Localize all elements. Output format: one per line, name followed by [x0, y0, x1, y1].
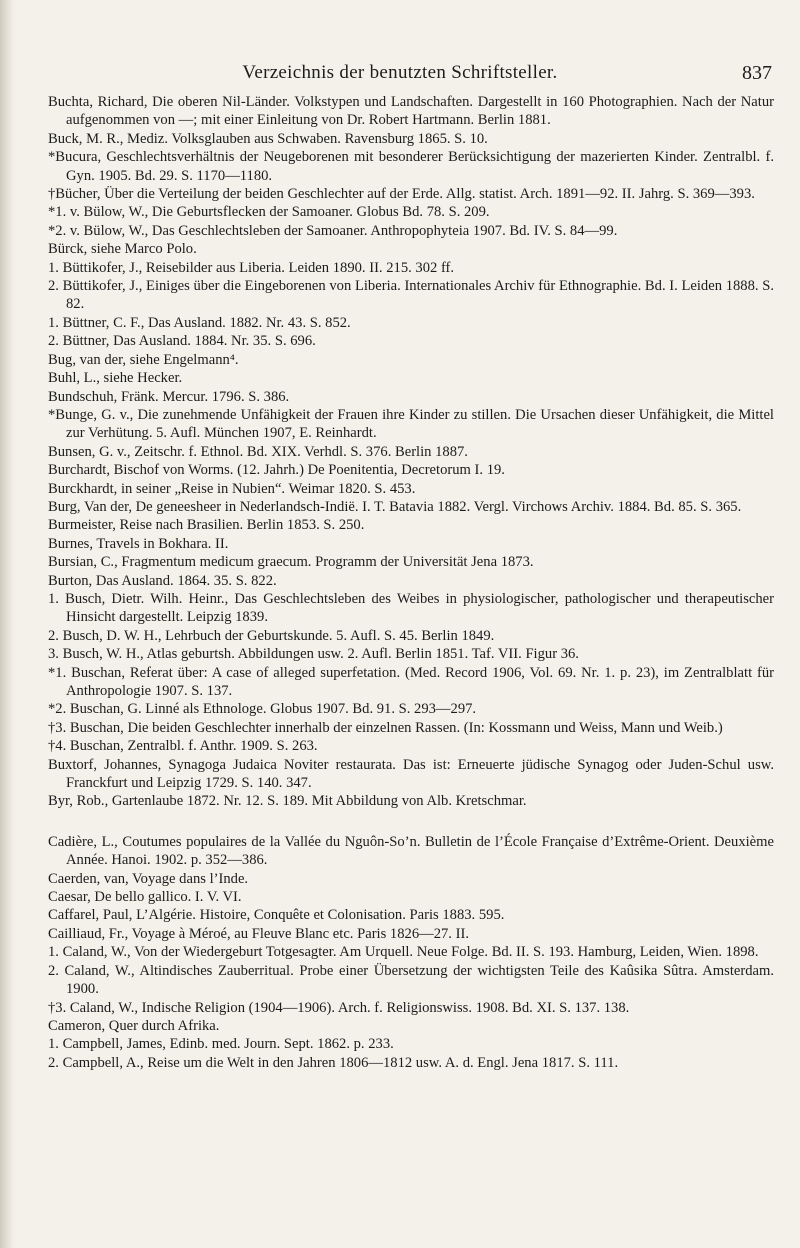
bibliography-entry: 2. Caland, W., Altindisches Zauberritual. Probe einer Übersetzung der wichtigsten Teile des Kaûsika Sûtra. Amsterdam. 1900.: [48, 962, 774, 998]
bibliography-entry: Caesar, De bello gallico. I. V. VI.: [48, 889, 242, 906]
bibliography-entry: Caerden, van, Voyage dans l’Inde.: [48, 870, 249, 887]
bibliography-entry: *2. Buschan, G. Linné als Ethnologe. Globus 1907. Bd. 91. S. 293—297.: [48, 701, 477, 718]
entries-section-c: [48, 833, 774, 1072]
bibliography-entry: 2. Busch, D. W. H., Lehrbuch der Geburtskunde. 5. Aufl. S. 45. Berlin 1849.: [48, 627, 495, 644]
bibliography-entry: *1. Buschan, Referat über: A case of alleged superfetation. (Med. Record 1906, Vol. 69. Nr. 1. p. 23), im Zentralblatt für Anthropologie 1907. S. 137.: [48, 664, 774, 699]
bibliography-entry: 1. Campbell, James, Edinb. med. Journ. Sept. 1862. p. 233.: [48, 1036, 394, 1053]
running-title: Verzeichnis der benutzten Schriftsteller.: [242, 62, 558, 83]
bibliography-entry: Bug, van der, siehe Engelmann⁴.: [48, 351, 239, 368]
bibliography-entry: 1. Büttner, C. F., Das Ausland. 1882. Nr. 43. S. 852.: [48, 314, 351, 331]
bibliography-entry: *Bucura, Geschlechtsverhältnis der Neugeborenen mit besonderer Berücksichtigung der mazerierten Kinder. Zentralbl. f. Gyn. 1905. Bd. 29. S. 1170—1180.: [48, 149, 774, 184]
bibliography-entry: Bunsen, G. v., Zeitschr. f. Ethnol. Bd. XIX. Verhdl. S. 376. Berlin 1887.: [48, 443, 468, 460]
bibliography-entry: Buck, M. R., Mediz. Volksglauben aus Schwaben. Ravensburg 1865. S. 10.: [48, 130, 488, 147]
bibliography-entry: Cameron, Quer durch Afrika.: [48, 1017, 220, 1034]
bibliography-entry: Buchta, Richard, Die oberen Nil-Länder. Volkstypen und Landschaften. Dargestellt in 160 Photographien. Nach der Natur aufgenommen von —; mit einer Einleitung von Dr. Robert Hartmann. Berlin 1881.: [48, 94, 774, 129]
bibliography-entry: Burmeister, Reise nach Brasilien. Berlin 1853. S. 250.: [48, 517, 365, 534]
bibliography-entry: Burton, Das Ausland. 1864. 35. S. 822.: [48, 572, 277, 589]
bibliography-entry: 2. Campbell, A., Reise um die Welt in den Jahren 1806—1812 usw. A. d. Engl. Jena 1817. S. 111.: [48, 1054, 619, 1071]
bibliography-entry: *1. v. Bülow, W., Die Geburtsflecken der Samoaner. Globus Bd. 78. S. 209.: [48, 204, 490, 221]
section-gap: [48, 811, 774, 833]
bibliography-entry: 1. Büttikofer, J., Reisebilder aus Liberia. Leiden 1890. II. 215. 302 ff.: [48, 259, 455, 276]
bibliography-entry: 1. Busch, Dietr. Wilh. Heinr., Das Geschlechtsleben des Weibes in physiologischer, pathologischer und therapeutischer Hinsicht dargestellt. Leipzig 1839.: [48, 590, 774, 626]
bibliography-list: [48, 93, 774, 1072]
bibliography-entry: *Bunge, G. v., Die zunehmende Unfähigkeit der Frauen ihre Kinder zu stillen. Die Ursachen dieser Unfähigkeit, die Mittel zur Verhütung. 5. Aufl. München 1907, E. Reinhardt.: [48, 406, 774, 442]
bibliography-entry: Buhl, L., siehe Hecker.: [48, 370, 183, 387]
bibliography-entry: Byr, Rob., Gartenlaube 1872. Nr. 12. S. 189. Mit Abbildung von Alb. Kretschmar.: [48, 793, 527, 810]
bibliography-entry: †4. Buschan, Zentralbl. f. Anthr. 1909. S. 263.: [48, 738, 318, 755]
bibliography-entry: Burckhardt, in seiner „Reise in Nubien“. Weimar 1820. S. 453.: [48, 480, 416, 497]
bibliography-entry: 2. Büttikofer, J., Einiges über die Eingeborenen von Liberia. Internationales Archiv für Ethnographie. Bd. I. Leiden 1888. S. 82.: [48, 278, 774, 313]
bibliography-entry: Buxtorf, Johannes, Synagoga Judaica Noviter restaurata. Das ist: Erneuerte jüdische Synagog oder Juden-Schul usw. Franckfurt und Leipzig 1729. S. 140. 347.: [48, 756, 774, 792]
bibliography-entry: 3. Busch, W. H., Atlas geburtsh. Abbildungen usw. 2. Aufl. Berlin 1851. Taf. VII. Figur 36.: [48, 646, 579, 663]
bibliography-entry: †3. Caland, W., Indische Religion (1904—1906). Arch. f. Religionswiss. 1908. Bd. XI. S. 137. 138.: [48, 999, 630, 1016]
bibliography-entry: †Bücher, Über die Verteilung der beiden Geschlechter auf der Erde. Allg. statist. Arch. 1891—92. II. Jahrg. S. 369—393.: [48, 186, 755, 203]
bibliography-entry: Cadière, L., Coutumes populaires de la Vallée du Nguôn-So’n. Bulletin de l’École Française d’Extrême-Orient. Deuxième Année. Hanoi. 1902. p. 352—386.: [48, 833, 774, 869]
page-binding-edge: [0, 0, 14, 1248]
bibliography-entry: Burchardt, Bischof von Worms. (12. Jahrh.) De Poenitentia, Decretorum I. 19.: [48, 462, 505, 479]
bibliography-entry: Bursian, C., Fragmentum medicum graecum. Programm der Universität Jena 1873.: [48, 554, 534, 571]
bibliography-entry: 1. Caland, W., Von der Wiedergeburt Totgesagter. Am Urquell. Neue Folge. Bd. II. S. 193. Hamburg, Leiden, Wien. 1898.: [48, 944, 759, 961]
bibliography-entry: Bundschuh, Fränk. Mercur. 1796. S. 386.: [48, 388, 290, 405]
entries-section-b: [48, 93, 774, 811]
bibliography-entry: Caffarel, Paul, L’Algérie. Histoire, Conquête et Colonisation. Paris 1883. 595.: [48, 907, 505, 924]
bibliography-entry: Burg, Van der, De geneesheer in Nederlandsch-Indië. I. T. Batavia 1882. Vergl. Virchows Archiv. 1884. Bd. 85. S. 365.: [48, 498, 742, 515]
bibliography-entry: 2. Büttner, Das Ausland. 1884. Nr. 35. S. 696.: [48, 333, 316, 350]
bibliography-entry: Burnes, Travels in Bokhara. II.: [48, 535, 229, 552]
page-number: 837: [742, 62, 772, 84]
page-header: [0, 62, 800, 86]
bibliography-entry: Cailliaud, Fr., Voyage à Méroé, au Fleuve Blanc etc. Paris 1826—27. II.: [48, 925, 469, 942]
bibliography-entry: Bürck, siehe Marco Polo.: [48, 241, 197, 258]
bibliography-entry: †3. Buschan, Die beiden Geschlechter innerhalb der einzelnen Rassen. (In: Kossmann und Weiss, Mann und Weib.): [48, 719, 723, 736]
bibliography-entry: *2. v. Bülow, W., Das Geschlechtsleben der Samoaner. Anthropophyteia 1907. Bd. IV. S. 84—99.: [48, 222, 618, 239]
